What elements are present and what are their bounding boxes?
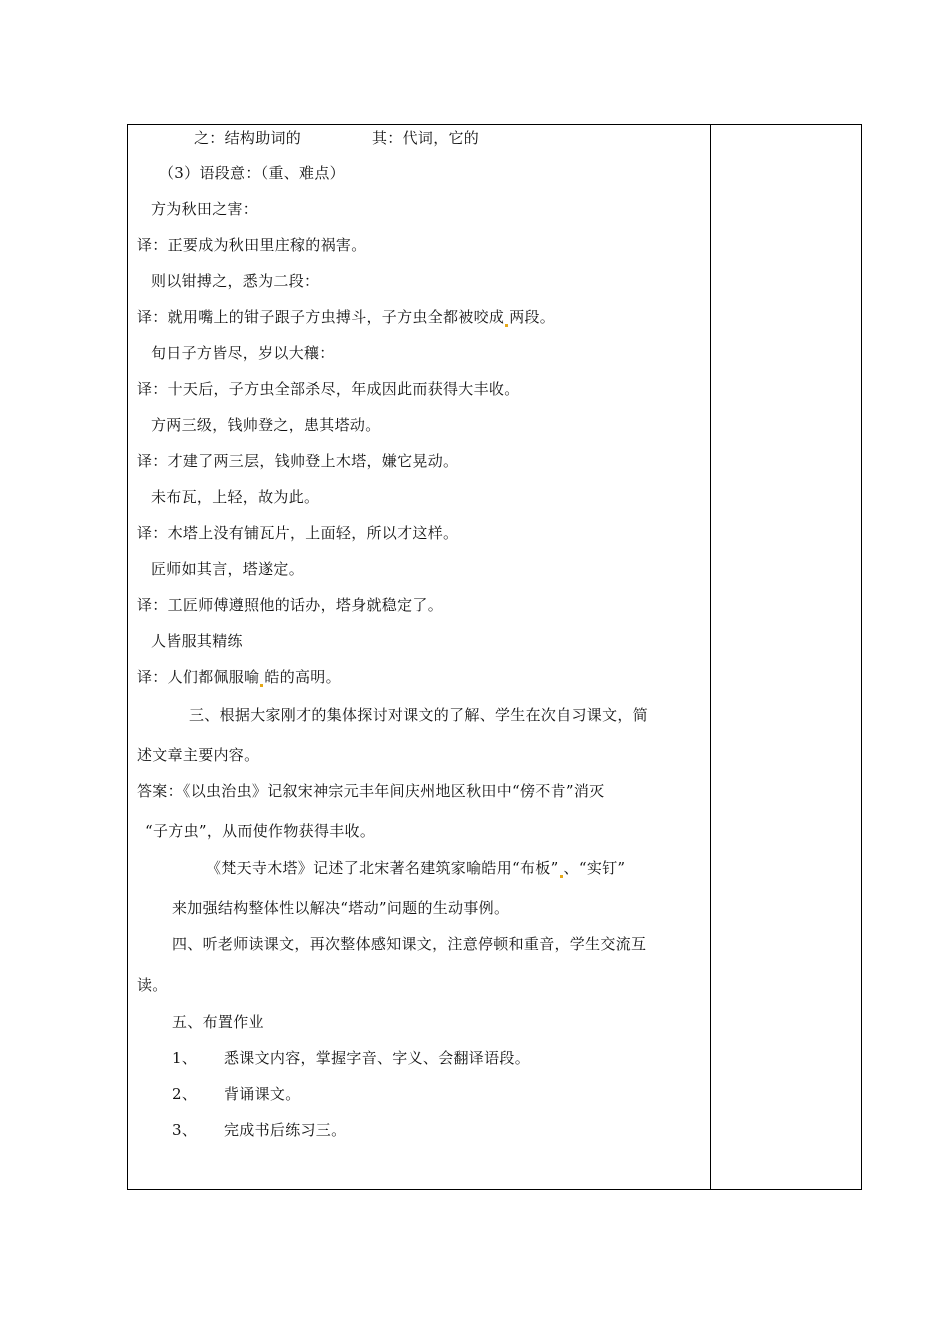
task-five-heading: 五、布置作业 (172, 1013, 264, 1031)
homework-text: 悉课文内容，掌握字音、字义、会翻译语段。 (224, 1049, 531, 1067)
section-heading: （3）语段意：（重、难点） (159, 164, 345, 182)
translation: 译：就用嘴上的钳子跟子方虫搏斗，子方虫全都被咬成 两段。 (137, 308, 556, 326)
vocab-line (194, 128, 301, 148)
translation: 译：木塔上没有铺瓦片，上面轻，所以才这样。 (137, 524, 459, 542)
source-sentence: 方为秋田之害： (151, 200, 259, 218)
homework-text: 背诵课文。 (224, 1085, 301, 1103)
source-sentence: 匠师如其言，塔遂定。 (151, 560, 305, 578)
translation: 译：才建了两三层，钱帅登上木塔，嫌它晃动。 (137, 452, 459, 470)
homework-text: 完成书后练习三。 (224, 1121, 347, 1139)
task-four-cont: 读。 (137, 976, 168, 994)
lesson-table (127, 124, 862, 1190)
task-three: 三、根据大家刚才的集体探讨对课文的了解、学生在次自习课文，简 (189, 706, 649, 724)
highlight-mark (260, 684, 263, 687)
vocab-zhi: 之：结构助词的 (194, 129, 302, 147)
highlight-mark (560, 875, 563, 878)
source-sentence: 则以钳搏之，悉为二段： (151, 272, 320, 290)
translation: 译：十天后，子方虫全部杀尽，年成因此而获得大丰收。 (137, 380, 520, 398)
answer-line-cont: “子方虫”，从而使作物获得丰收。 (145, 822, 376, 840)
task-three-cont: 述文章主要内容。 (137, 746, 260, 764)
notes-column (711, 125, 861, 1189)
homework-item: 1、 (172, 1049, 198, 1067)
vocab-qi: 其：代词，它的 (372, 129, 480, 147)
translation: 译：正要成为秋田里庄稼的祸害。 (137, 236, 367, 254)
source-sentence: 旬日子方皆尽，岁以大穰： (151, 344, 335, 362)
answer-line-2-cont: 来加强结构整体性以解决“塔动”问题的生动事例。 (172, 899, 510, 917)
answer-line: 答案：《以虫治虫》记叙宋神宗元丰年间庆州地区秋田中“傍不肯”消灭 (137, 782, 605, 800)
homework-item: 2、 (172, 1085, 198, 1103)
translation: 译：工匠师傅遵照他的话办，塔身就稳定了。 (137, 596, 444, 614)
translation: 译：人们都佩服喻 皓的高明。 (137, 668, 341, 686)
source-sentence: 人皆服其精练 (151, 632, 243, 650)
source-sentence: 方两三级，钱帅登之，患其塔动。 (151, 416, 381, 434)
task-four: 四、听老师读课文，再次整体感知课文，注意停顿和重音，学生交流互 (172, 935, 647, 953)
answer-line-2: 《梵天寺木塔》记述了北宋著名建筑家喻皓用“布板” 、“实钉” (206, 859, 626, 877)
vocab-line-2 (372, 128, 479, 148)
source-sentence: 未布瓦，上轻，故为此。 (151, 488, 320, 506)
highlight-mark (505, 324, 508, 327)
homework-item: 3、 (172, 1121, 198, 1139)
